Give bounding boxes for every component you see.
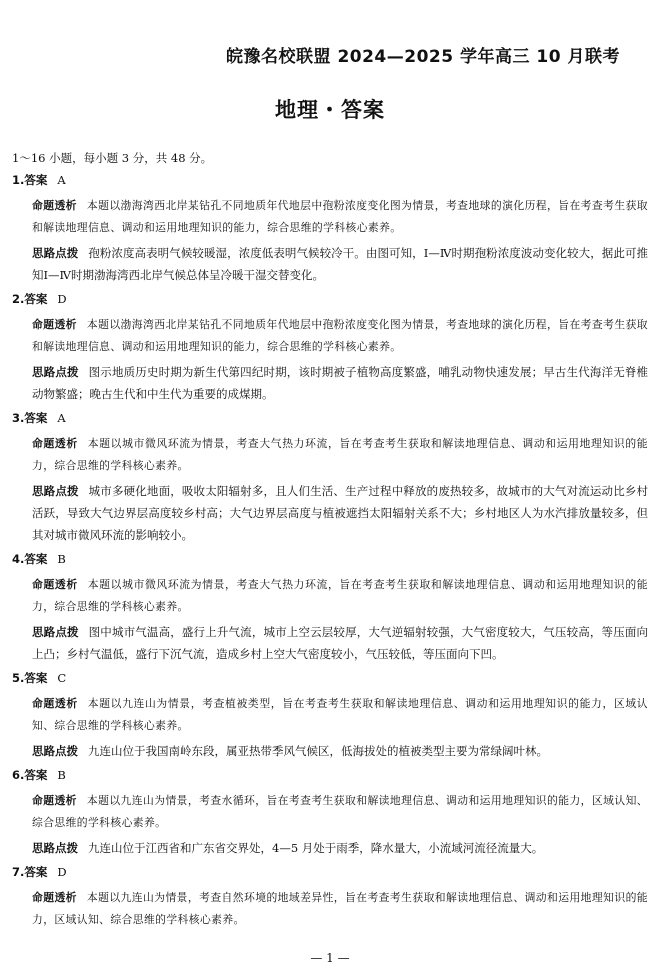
question-block [12, 170, 648, 286]
hint-paragraph [32, 837, 648, 859]
question-block [12, 408, 648, 546]
question-block [12, 862, 648, 931]
answer-label: 答案 [24, 671, 48, 685]
analysis-label: 命题透析 [32, 437, 78, 450]
hint-label: 思路点拨 [32, 744, 78, 758]
analysis-text: 本题以九连山为情景，考查植被类型，旨在考查考生获取和解读地理信息、调动和运用地理知识的能力，区域认知、综合思维的学科核心素养。 [32, 697, 648, 732]
answer-line [12, 765, 648, 785]
answer-label: 答案 [24, 552, 48, 566]
analysis-label: 命题透析 [32, 891, 77, 904]
hint-label: 思路点拨 [32, 625, 79, 639]
hint-text: 孢粉浓度高表明气候较暖湿，浓度低表明气候较冷干。由图可知，Ⅰ—Ⅳ时期孢粉浓度波动变化较大，据此可推知Ⅰ—Ⅳ时期渤海湾西北岸气候总体呈冷暖干湿交替变化。 [32, 246, 649, 282]
question-block [12, 668, 648, 762]
analysis-label: 命题透析 [32, 697, 78, 710]
question-block [12, 765, 648, 859]
answer-value: C [57, 671, 67, 685]
question-number: 6. [12, 768, 25, 782]
hint-paragraph [32, 242, 648, 286]
analysis-label: 命题透析 [32, 794, 77, 807]
analysis-text: 本题以城市微风环流为情景，考查大气热力环流，旨在考查考生获取和解读地理信息、调动和运用地理知识的能力，综合思维的学科核心素养。 [32, 578, 648, 613]
hint-label: 思路点拨 [32, 484, 79, 498]
answer-content [12, 148, 648, 934]
hint-paragraph [32, 480, 648, 546]
answer-line [12, 549, 648, 569]
answer-line [12, 408, 648, 428]
hint-paragraph [32, 740, 648, 762]
answer-value: B [57, 768, 66, 782]
analysis-paragraph [32, 693, 648, 737]
analysis-paragraph [32, 790, 648, 834]
hint-text: 九连山位于江西省和广东省交界处，4—5 月处于雨季，降水量大，小流域河流径流量大。 [88, 841, 544, 855]
hint-text: 城市多硬化地面，吸收太阳辐射多，且人们生活、生产过程中释放的废热较多，故城市的大气对流运动比乡村活跃，导致大气边界层高度较乡村高；大气边界层高度与植被遮挡太阳辐射关系不大；乡村地区人为水汽排放量较多，但其对城市微风环流的影响较小。 [32, 484, 649, 542]
hint-paragraph [32, 361, 648, 405]
answer-value: D [57, 292, 67, 306]
subject-title: 地理・答案 [275, 98, 385, 122]
answer-line [12, 289, 648, 309]
answer-label: 答案 [24, 865, 48, 879]
scoring-intro: 1～16 小题，每小题 3 分，共 48 分。 [12, 151, 213, 165]
analysis-text: 本题以九连山为情景，考查水循环，旨在考查考生获取和解读地理信息、调动和运用地理知识的能力，区域认知、综合思维的学科核心素养。 [32, 794, 648, 829]
answer-line [12, 862, 648, 882]
exam-header-title: 皖豫名校联盟 2024—2025 学年高三 10 月联考 [226, 47, 620, 67]
answer-value: B [57, 552, 66, 566]
page-number: — 1 — [310, 951, 350, 965]
answer-line [12, 668, 648, 688]
question-number: 3. [12, 411, 25, 425]
question-number: 4. [12, 552, 25, 566]
question-block [12, 549, 648, 665]
hint-text: 图示地质历史时期为新生代第四纪时期，该时期被子植物高度繁盛，哺乳动物快速发展；早古生代海洋无脊椎动物繁盛；晚古生代和中生代为重要的成煤期。 [32, 365, 649, 401]
hint-paragraph [32, 621, 648, 665]
analysis-text: 本题以渤海湾西北岸某钻孔不同地质年代地层中孢粉浓度变化图为情景，考查地球的演化历程，旨在考查考生获取和解读地理信息、调动和运用地理知识的能力，综合思维的学科核心素养。 [32, 199, 648, 234]
question-list [12, 170, 648, 931]
question-number: 7. [12, 865, 25, 879]
answer-label: 答案 [24, 768, 48, 782]
analysis-text: 本题以城市微风环流为情景，考查大气热力环流，旨在考查考生获取和解读地理信息、调动和运用地理知识的能力，综合思维的学科核心素养。 [32, 437, 648, 472]
answer-label: 答案 [24, 292, 48, 306]
question-number: 2. [12, 292, 25, 306]
analysis-text: 本题以九连山为情景，考查自然环境的地域差异性，旨在考查考生获取和解读地理信息、调动和运用地理知识的能力，区域认知、综合思维的学科核心素养。 [32, 891, 648, 926]
hint-text: 图中城市气温高，盛行上升气流，城市上空云层较厚，大气逆辐射较强，大气密度较大，气压较高，等压面向上凸；乡村气温低，盛行下沉气流，造成乡村上空大气密度较小，气压较低，等压面向下凹。 [32, 625, 649, 661]
analysis-label: 命题透析 [32, 199, 77, 212]
hint-text: 九连山位于我国南岭东段，属亚热带季风气候区，低海拔处的植被类型主要为常绿阔叶林。 [88, 744, 548, 758]
hint-label: 思路点拨 [32, 365, 79, 379]
analysis-label: 命题透析 [32, 318, 77, 331]
analysis-paragraph [32, 195, 648, 239]
analysis-paragraph [32, 887, 648, 931]
analysis-text: 本题以渤海湾西北岸某钻孔不同地质年代地层中孢粉浓度变化图为情景，考查地球的演化历程，旨在考查考生获取和解读地理信息、调动和运用地理知识的能力，综合思维的学科核心素养。 [32, 318, 648, 353]
question-block [12, 289, 648, 405]
hint-label: 思路点拨 [32, 841, 78, 855]
hint-label: 思路点拨 [32, 246, 79, 260]
question-number: 5. [12, 671, 25, 685]
answer-label: 答案 [24, 411, 48, 425]
analysis-paragraph [32, 574, 648, 618]
answer-value: D [57, 865, 67, 879]
analysis-paragraph [32, 433, 648, 477]
analysis-label: 命题透析 [32, 578, 78, 591]
answer-line [12, 170, 648, 190]
question-number: 1. [12, 173, 25, 187]
answer-label: 答案 [24, 173, 48, 187]
analysis-paragraph [32, 314, 648, 358]
answer-value: A [57, 173, 66, 187]
answer-value: A [57, 411, 66, 425]
